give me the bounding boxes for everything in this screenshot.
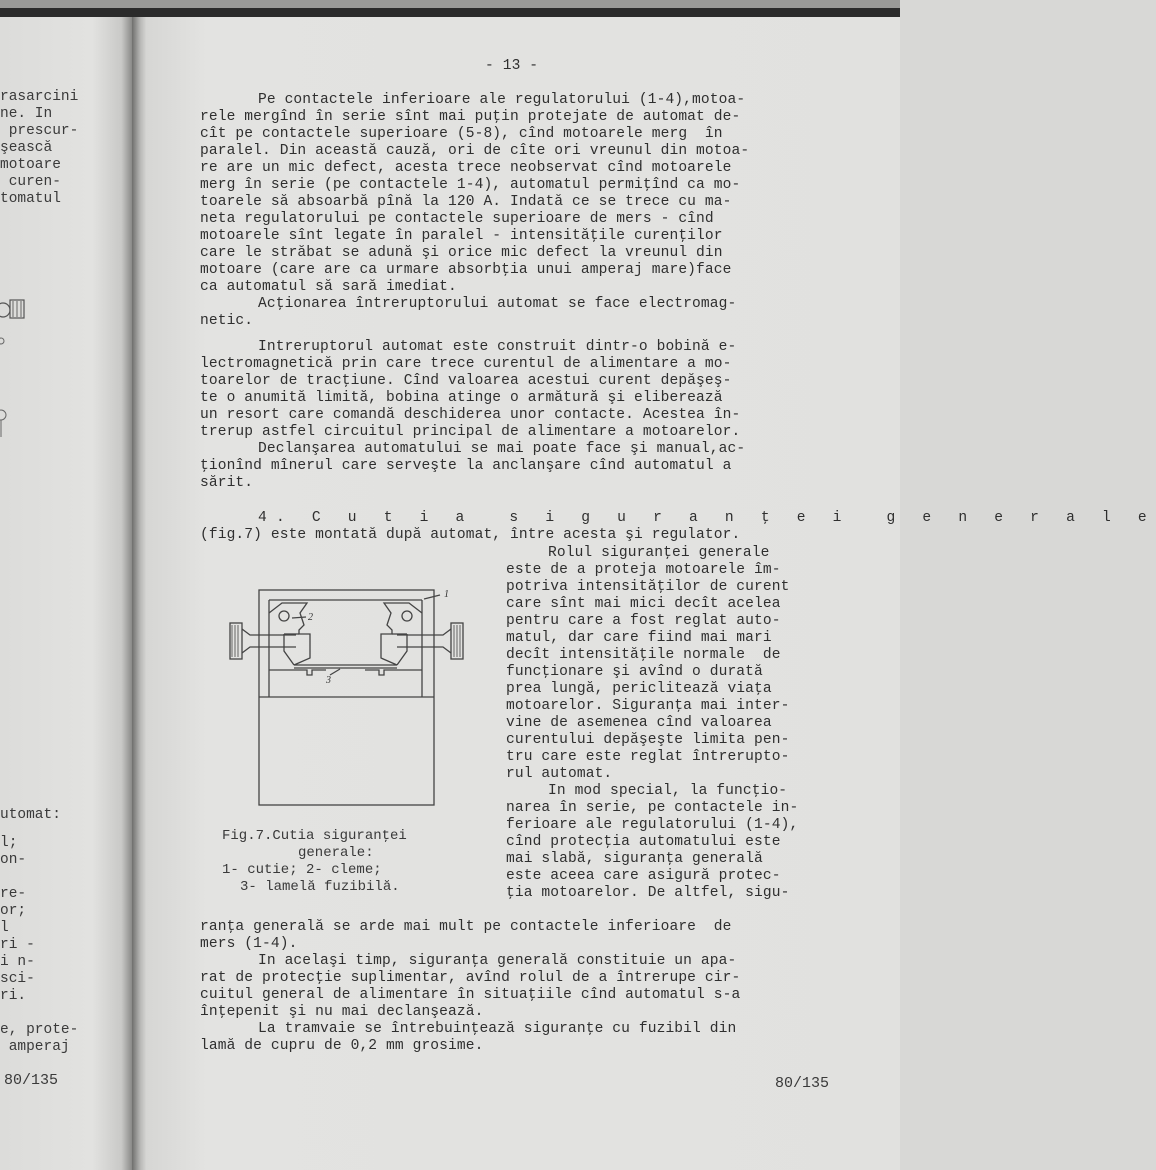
text-line: înţepenit şi nu mai declanşează.	[200, 1004, 484, 1020]
left-page	[0, 17, 132, 1170]
text-line: potriva intensităţilor de curent	[506, 579, 790, 595]
text-line: este aceea care asigură protec-	[506, 868, 781, 884]
figure-label-2: 2	[308, 612, 313, 623]
left-text-line: l;	[0, 835, 18, 851]
text-line: rele mergînd în serie sînt mai puţin protejate de automat de-	[200, 109, 741, 125]
left-text-line: ri -	[0, 937, 35, 953]
caption-line: 1- cutie; 2- cleme;	[222, 862, 382, 878]
text-line: matul, dar care fiind mai mari	[506, 630, 772, 646]
text-line: (fig.7) este montată după automat, între acesta şi regulator.	[200, 527, 741, 543]
left-text-line: ne. In	[0, 106, 53, 122]
text-line: curentului depăşeşte limita pen-	[506, 732, 790, 748]
left-text-line: re-	[0, 886, 27, 902]
text-line: este de a proteja motoarele îm-	[506, 562, 781, 578]
caption-line: 3- lamelă fuzibilă.	[240, 879, 400, 895]
text-line: neta regulatorului pe contactele superioare de mers - cînd	[200, 211, 714, 227]
caption-line: Fig.7.Cutia siguranţei	[222, 828, 407, 844]
left-text-line: prescur-	[0, 123, 79, 139]
text-line: mai slabă, siguranţa generală	[506, 851, 763, 867]
right-page-number: 80/135	[775, 1075, 830, 1092]
left-text-line: rasarcini	[0, 89, 79, 105]
text-line: narea în serie, pe contactele in-	[506, 800, 799, 816]
text-line: motoarele sînt legate în paralel - intensităţile curenţilor	[200, 228, 723, 244]
text-line: lamă de cupru de 0,2 mm grosime.	[200, 1038, 484, 1054]
text-line: cît pe contactele superioare (5-8), cînd motoarele merg în	[200, 126, 723, 142]
text-line: ranţa generală se arde mai mult pe contactele inferioare de	[200, 919, 732, 935]
left-text-line: l	[0, 920, 9, 936]
text-line: decît intensităţile normale de	[506, 647, 781, 663]
text-line: toarele să absoarbă pînă la 120 A. Indată ce se trece cu ma-	[200, 194, 732, 210]
text-line: re are un mic defect, acesta trece neobservat cînd motoarele	[200, 160, 732, 176]
text-line: rul automat.	[506, 766, 613, 782]
left-text-line: i n-	[0, 954, 35, 970]
text-line: La tramvaie se întrebuinţează siguranţe cu fuzibil din	[258, 1021, 737, 1037]
text-line: In mod special, la funcţio-	[548, 783, 788, 799]
left-text-line: curen-	[0, 174, 61, 190]
left-figure-fragment-icon	[0, 297, 30, 437]
text-line: care sînt mai mici decît acelea	[506, 596, 781, 612]
text-line: trerup astfel circuitul principal de alimentare a motoarelor.	[200, 424, 741, 440]
left-text-line: utomat:	[0, 807, 61, 823]
figure-label-1: 1	[444, 589, 449, 600]
left-text-line: ri.	[0, 988, 27, 1004]
text-line: pentru care a fost reglat auto-	[506, 613, 781, 629]
left-text-line: tomatul	[0, 191, 61, 207]
text-line: merg în serie (pe contactele 1-4), automatul permiţînd ca mo-	[200, 177, 741, 193]
text-line: motoare (care are ca urmare absorbţia unui amperaj mare)face	[200, 262, 732, 278]
text-line: ferioare ale regulatorului (1-4),	[506, 817, 799, 833]
text-line: lectromagnetică prin care trece curentul de alimentare a mo-	[200, 356, 732, 372]
page-header: - 13 -	[485, 58, 539, 74]
text-line: rat de protecţie suplimentar, avînd rolul de a întrerupe cir-	[200, 970, 741, 986]
text-line: Declanşarea automatului se mai poate face şi manual,ac-	[258, 441, 746, 457]
text-line: funcţionare şi avînd o durată	[506, 664, 763, 680]
text-line: Rolul siguranţei generale	[548, 545, 770, 561]
text-line: mers (1-4).	[200, 936, 298, 952]
text-line: te o anumită limită, bobina atinge o armătură şi eliberează	[200, 390, 723, 406]
section-heading: 4. C u t i a s i g u r a n ţ e i g e n e r a l e	[258, 510, 1156, 526]
figure-label-3: 3	[326, 675, 331, 686]
text-line: un resort care comandă deschiderea unor contacte. Acestea în-	[200, 407, 741, 423]
left-page-number: 80/135	[4, 1072, 59, 1089]
text-line: tru care este reglat întrerupto-	[506, 749, 790, 765]
left-text-line: e, prote-	[0, 1022, 79, 1038]
text-line: prea lungă, periclitează viaţa	[506, 681, 772, 697]
text-line: ţionînd mînerul care serveşte la anclanşare cînd automatul a	[200, 458, 732, 474]
scanner-top-bar	[0, 0, 900, 8]
fuse-box-figure	[222, 585, 472, 825]
text-line: cuitul general de alimentare în situaţiile cînd automatul s-a	[200, 987, 741, 1003]
book-gutter	[132, 17, 146, 1170]
text-line: Acţionarea întreruptorului automat se face electromag-	[258, 296, 737, 312]
text-line: motoarelor. Siguranţa mai inter-	[506, 698, 790, 714]
left-text-line: or;	[0, 903, 27, 919]
left-text-line: sci-	[0, 971, 35, 987]
text-line: ca automatul să sară imediat.	[200, 279, 457, 295]
left-text-line: amperaj	[0, 1039, 70, 1055]
left-text-line: şească	[0, 140, 53, 156]
text-line: toarelor de tracţiune. Cînd valoarea acestui curent depăşeş-	[200, 373, 732, 389]
text-line: ţia motoarelor. De altfel, sigu-	[506, 885, 790, 901]
text-line: paralel. Din această cauză, ori de cîte ori vreunul din motoa-	[200, 143, 750, 159]
caption-line: generale:	[298, 845, 374, 861]
left-text-line: on-	[0, 852, 27, 868]
text-line: In acelaşi timp, siguranţa generală constituie un apa-	[258, 953, 737, 969]
text-line: sărit.	[200, 475, 254, 491]
text-line: netic.	[200, 313, 254, 329]
book-top-edge	[0, 8, 900, 17]
text-line: vine de asemenea cînd valoarea	[506, 715, 772, 731]
text-line: cînd protecţia automatului este	[506, 834, 781, 850]
text-line: Intreruptorul automat este construit dintr-o bobină e-	[258, 339, 737, 355]
text-line: Pe contactele inferioare ale regulatorului (1-4),motoa-	[258, 92, 746, 108]
text-line: care le străbat se adună şi orice mic defect la vreunul din	[200, 245, 723, 261]
left-text-line: motoare	[0, 157, 61, 173]
